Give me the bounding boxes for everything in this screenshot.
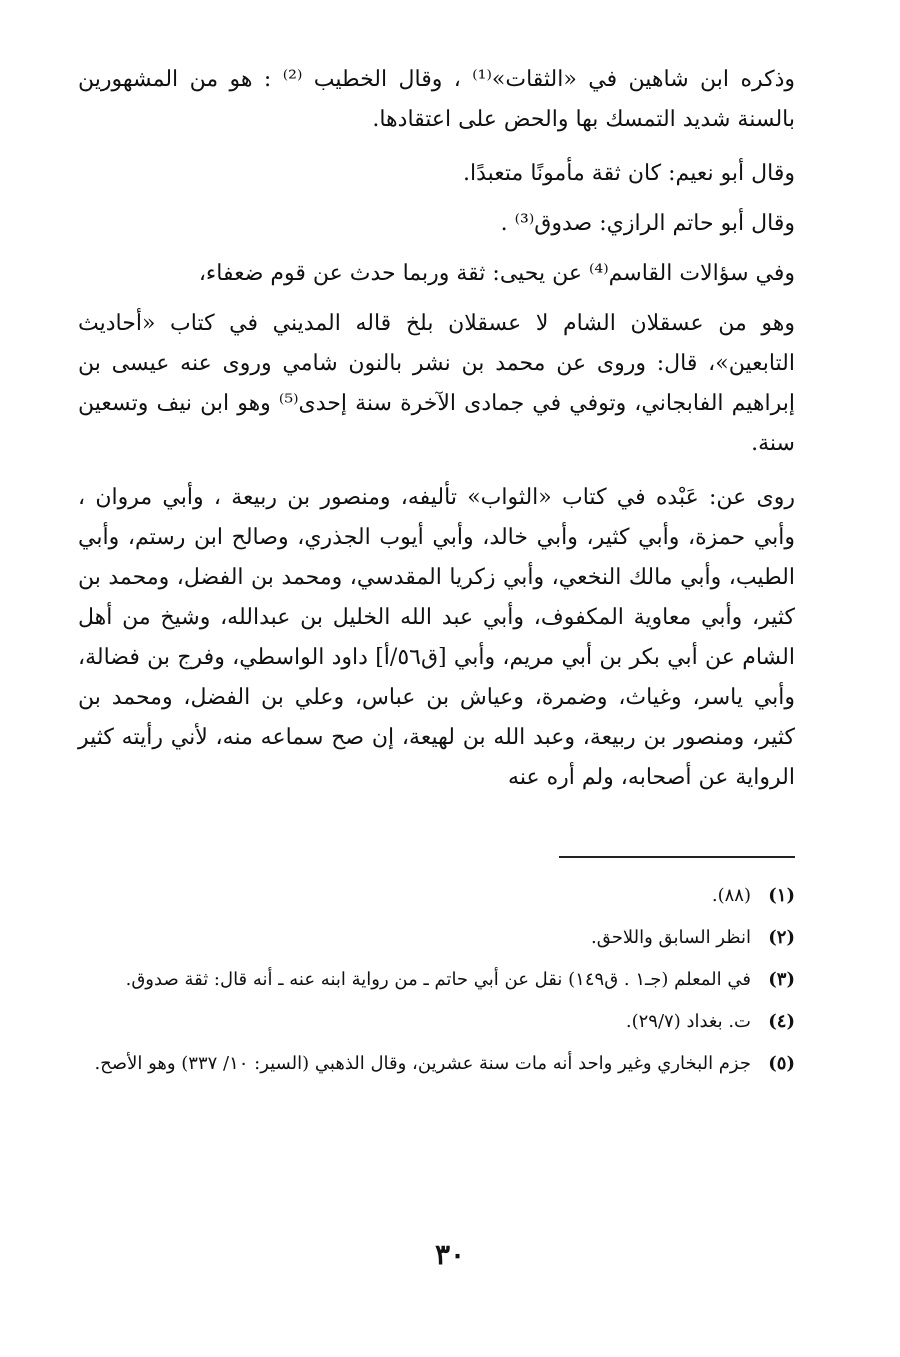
footnote-number: (٣) <box>768 969 795 990</box>
main-text <box>78 60 795 1357</box>
footnotes <box>78 878 795 1088</box>
footnote-2 <box>78 920 795 956</box>
footnote-divider <box>559 856 795 858</box>
paragraph-4: وفي سؤالات القاسم⁽⁴⁾ عن يحيى: ثقة وربما حدث عن قوم ضعفاء، <box>198 261 795 286</box>
footnote-3 <box>78 962 795 998</box>
footnote-1 <box>78 878 795 914</box>
paragraph-3: وقال أبو حاتم الرازي: صدوق⁽³⁾ . <box>500 211 795 236</box>
footnote-number: (١) <box>768 885 795 906</box>
footnote-text: (٨٨). <box>711 885 751 906</box>
footnote-text: ت. بغداد (٢٩/٧). <box>625 1011 751 1032</box>
paragraph-1: وذكره ابن شاهين في «الثقات»⁽¹⁾ ، وقال الخطيب ⁽²⁾ : هو من المشهورين بالسنة شديد التمسك بها والحض على اعتقادها. <box>78 67 795 132</box>
footnote-5 <box>78 1046 795 1082</box>
footnote-number: (٥) <box>768 1053 795 1074</box>
footnote-text: جزم البخاري وغير واحد أنه مات سنة عشرين، وقال الذهبي (السير: ١٠/ ٣٣٧) وهو الأصح. <box>94 1053 751 1074</box>
footnote-4 <box>78 1004 795 1040</box>
page-number: ٣٠ <box>434 1238 466 1271</box>
paragraph-2: وقال أبو نعيم: كان ثقة مأمونًا متعبدًا. <box>463 161 795 186</box>
footnote-number: (٢) <box>768 927 795 948</box>
footnote-text: في المعلم (جـ١ . ق١٤٩) نقل عن أبي حاتم ـ من رواية ابنه عنه ـ أنه قال: ثقة صدوق. <box>125 969 751 990</box>
footnote-number: (٤) <box>768 1011 795 1032</box>
paragraph-5: وهو من عسقلان الشام لا عسقلان بلخ قاله المديني في كتاب «أحاديث التابعين»، قال: وروى عن محمد بن نشر بالنون شامي وروى عنه عيسى بن إبراهيم الفابجاني، وتوفي في جمادى الآخرة سنة إحدى⁽⁵⁾ وهو ابن نيف وتسعين سنة. <box>78 311 796 456</box>
paragraph-6: روى عن: عَبْده في كتاب «الثواب» تأليفه، ومنصور بن ربيعة ، وأبي مروان ، وأبي حمزة، وأبي كثير، وأبي خالد، وأبي أيوب الجذري، وصالح ابن رستم، وأبي الطيب، وأبي مالك النخعي، وأبي زكريا المقدسي، ومحمد بن الفضل، ومحمد بن كثير، وأبي معاوية المكفوف، وأبي عبد الله الخليل بن عبدالله، وشيخ من أهل الشام عن أبي بكر بن أبي مريم، وأبي [ق٥٦/أ] داود الواسطي، وفرج بن فضالة، وأبي ياسر، وغياث، وضمرة، وعياش بن عباس، وعلي بن الفضل، ومحمد بن كثير، ومنصور بن ربيعة، وعبد الله بن لهيعة، إن صح سماعه منه، لأني رأيته كثير الرواية عن أصحابه، ولم أره عنه <box>78 485 795 790</box>
footnote-text: انظر السابق واللاحق. <box>591 927 751 948</box>
